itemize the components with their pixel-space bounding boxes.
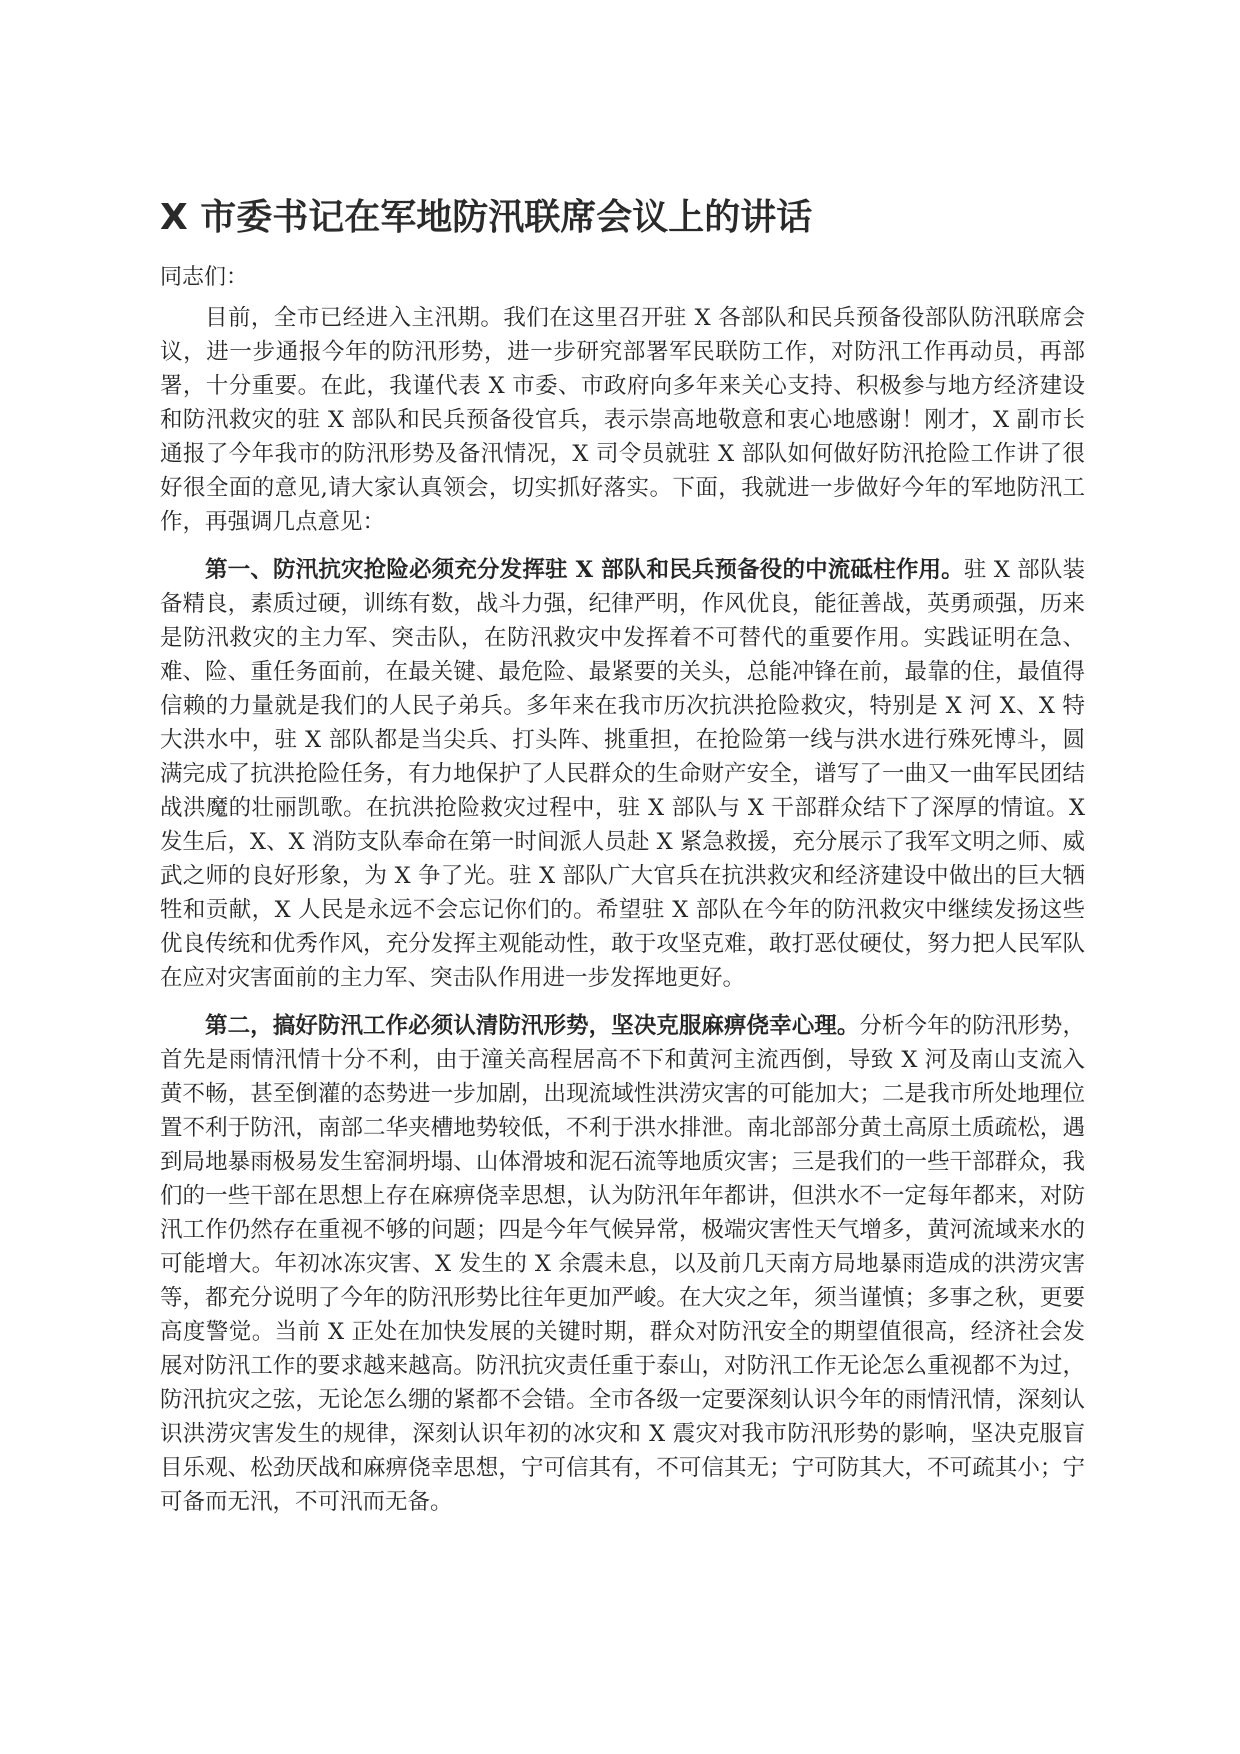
paragraph-text: 驻 X 部队装备精良，素质过硬，训练有数，战斗力强，纪律严明，作风优良，能征善战，英勇顽强，历来是防汛救灾的主力军、突击队，在防汛救灾中发挥着不可替代的重要作用。实践证明在急、难、险、重任务面前，在最关键、最危险、最紧要的关头，总能冲锋在前，最靠的住，最值得信赖的力量就是我们的人民子弟兵。多年来在我市历次抗洪抢险救灾，特别是 X 河 X、X 特大洪水中，驻 X 部队都是当尖兵、打头阵、挑重担，在抢险第一线与洪水进行殊死博斗，圆满完成了抗洪抢险任务，有力地保护了人民群众的生命财产安全，谱写了一曲又一曲军民团结战洪魔的壮丽凯歌。在抗洪抢险救灾过程中，驻 X 部队与 X 干部群众结下了深厚的情谊。X 发生后，X、X 消防支队奉命在第一时间派人员赴 X 紧急救援，充分展示了我军文明之师、威武之师的良好形象，为 X 争了光。驻 X 部队广大官兵在抗洪救灾和经济建设中做出的巨大牺牲和贡献，X 人民是永远不会忘记你们的。希望驻 X 部队在今年的防汛救灾中继续发扬这些优良传统和优秀作风，充分发挥主观能动性，敢于攻坚克难，敢打恶仗硬仗，努力把人民军队在应对灾害面前的主力军、突击队作用进一步发挥地更好。 [160,557,1085,991]
paragraph-lead: 第二，搞好防汛工作必须认清防汛形势，坚决克服麻痹侥幸心理。 [205,1013,860,1039]
salutation: 同志们： [160,265,249,290]
paragraph-text: 分析今年的防汛形势，首先是雨情汛情十分不利，由于潼关高程居高不下和黄河主流西倒，导致 X 河及南山支流入黄不畅，甚至倒灌的态势进一步加剧，出现流域性洪涝灾害的可能加大；二是我市所处地理位置不利于防汛，南部二华夹槽地势较低，不利于洪水排泄。南北部部分黄土高原土质疏松，遇到局地暴雨极易发生窑洞坍塌、山体滑坡和泥石流等地质灾害；三是我们的一些干部群众，我们的一些干部在思想上存在麻痹侥幸思想，认为防汛年年都讲，但洪水不一定每年都来，对防汛工作仍然存在重视不够的问题；四是今年气候异常，极端灾害性天气增多，黄河流域来水的可能增大。年初冰冻灾害、X 发生的 X 余震未息，以及前几天南方局地暴雨造成的洪涝灾害等，都充分说明了今年的防汛形势比往年更加严峻。在大灾之年，须当谨慎；多事之秋，更要高度警觉。当前 X 正处在加快发展的关键时期，群众对防汛安全的期望值很高，经济社会发展对防汛工作的要求越来越高。防汛抗灾责任重于泰山，对防汛工作无论怎么重视都不为过，防汛抗灾之弦，无论怎么绷的紧都不会错。全市各级一定要深刻认识今年的雨情汛情，深刻认识洪涝灾害发生的规律，深刻认识年初的冰灾和 X 震灾对我市防汛形势的影响，坚决克服盲目乐观、松劲厌战和麻痹侥幸思想，宁可信其有，不可信其无；宁可防其大，不可疏其小；宁可备而无汛，不可汛而无备。 [160,1013,1085,1515]
document-page [160,195,1085,1533]
paragraph-text: 目前，全市已经进入主汛期。我们在这里召开驻 X 各部队和民兵预备役部队防汛联席会议，进一步通报今年的防汛形势，进一步研究部署军民联防工作，对防汛工作再动员，再部署，十分重要。在此，我谨代表 X 市委、市政府向多年来关心支持、积极参与地方经济建设和防汛救灾的驻 X 部队和民兵预备役官兵，表示崇高地敬意和衷心地感谢！刚才，X 副市长通报了今年我市的防汛形势及备汛情况，X 司令员就驻 X 部队如何做好防汛抢险工作讲了很好很全面的意见,请大家认真领会，切实抓好落实。下面，我就进一步做好今年的军地防汛工作，再强调几点意见： [160,305,1085,535]
page-title: X 市委书记在军地防汛联席会议上的讲话 [160,197,813,238]
paragraph-intro [160,301,1085,539]
paragraph-point-two [160,1009,1085,1519]
paragraph-lead: 第一、防汛抗灾抢险必须充分发挥驻 X 部队和民兵预备役的中流砥柱作用。 [205,557,964,583]
paragraph-point-one [160,553,1085,995]
